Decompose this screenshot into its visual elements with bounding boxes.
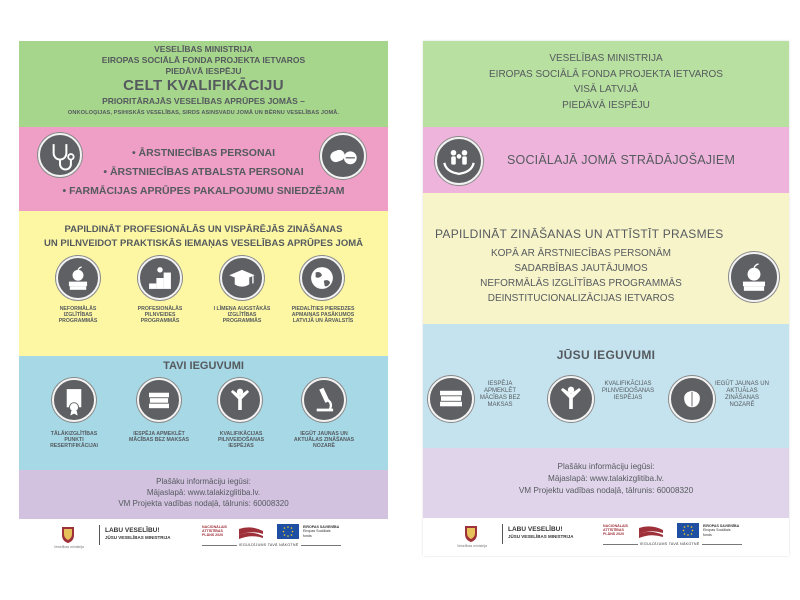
graduation-cap-icon [220, 256, 264, 300]
benefit-item-4: IEGŪT JAUNAS UN AKTUĀLAS ZINĀŠANAS NOZARĒ [293, 431, 355, 449]
training-band [19, 211, 388, 356]
offers-line: PIEDĀVĀ IESPĒJU [165, 66, 242, 76]
brain-icon [669, 376, 715, 422]
eu-line-3: fonds [303, 533, 312, 538]
benefit-item-2: IESPĒJA APMEKLĒT MĀCĪBAS BEZ MAKSAS [129, 431, 189, 443]
certificate-icon [52, 378, 96, 422]
achiever-icon-2 [548, 376, 594, 422]
info-band-2 [423, 448, 789, 518]
career-steps-icon [138, 256, 182, 300]
eu-line-2: Eiropas Sociālais [303, 529, 331, 534]
social-text: SOCIĀLAJĀ JOMĀ STRĀDĀJOŠAJIEM [507, 153, 736, 167]
divider-2 [502, 524, 503, 544]
training-heading-1: PAPILDINĀT PROFESIONĀLĀS UN VISPĀRĒJĀS ZINĀŠANAS [64, 224, 343, 235]
nap2-line-3: PLĀNS 2020 [603, 532, 625, 537]
slogan-2: LABU VESELĪBU! [508, 526, 563, 533]
family-hands-icon [435, 137, 483, 185]
benefit2-item-3: IEGŪT JAUNAS UN AKTUĀLAS ZINĀŠANAS NOZARĒ [715, 381, 769, 408]
apple-books-icon [56, 256, 100, 300]
nap2-line-2: ATTĪSTĪBAS [603, 528, 624, 533]
info-label-2: Plašāku informāciju iegūsi: [557, 462, 655, 471]
coat-of-arms-icon [60, 525, 76, 543]
tagline-2: IEGULDĪJUMS TAVĀ NĀKOTNĒ [640, 542, 700, 546]
benefit-item-1: TĀLĀKIZGLĪTĪBAS PUNKTI RESERTIFIKĀCIJAI [50, 431, 98, 449]
phone-text-2: VM Projektu vadības nodaļā, tālrunis: 60008320 [518, 486, 694, 495]
skills-line-2: SADARBĪBAS JAUTĀJUMOS [514, 263, 648, 274]
eu-line-1: EIROPAS SAVIENĪBA [303, 525, 340, 529]
skills-line-1: KOPĀ AR ĀRSTNIECĪBAS PERSONĀM [490, 248, 672, 259]
latvia-line: VISĀ LATVIJĀ [573, 84, 639, 95]
esf-line: EIROPAS SOCIĀLĀ FONDA PROJEKTA IETVAROS [101, 55, 306, 65]
skills-line-4: DEINSTITUCIONALIZĀCIJAS IETVAROS [487, 293, 675, 304]
skills-heading: PAPILDINĀT ZINĀŠANAS UN ATTĪSTĪT PRASMES [435, 227, 724, 241]
latvia-ribbon-icon [239, 526, 263, 538]
target-band [19, 127, 388, 211]
target-item-2: • ĀRSTNIECĪBAS ATBALSTA PERSONAI [103, 166, 304, 178]
tagline-rule-right [301, 545, 341, 546]
header-band [19, 41, 388, 127]
nap2-line-1: NACIONĀLAIS [603, 524, 628, 528]
poster-right [423, 41, 789, 556]
website-text: Mājaslapā: www.talakizglitiba.lv. [146, 488, 261, 497]
nap-line-2: ATTĪSTĪBAS [202, 529, 223, 534]
ministry-line-2: VESELĪBAS MINISTRIJA [549, 53, 663, 64]
eu-text [303, 525, 339, 538]
slogan: LABU VESELĪBU! [105, 527, 160, 534]
microscope-icon [302, 378, 346, 422]
apple-books-icon-2 [729, 252, 779, 302]
nap-text [202, 525, 227, 538]
tagline: IEGULDĪJUMS TAVĀ NĀKOTNĒ [239, 543, 299, 547]
benefits-band-2 [423, 324, 789, 448]
footer-logos [19, 519, 388, 557]
training-heading-2: UN PILNVEIDOT PRAKTISKĀS IEMAŅAS VESELĪBAS APRŪPES JOMĀ [44, 238, 363, 249]
footer-logos-2 [423, 518, 789, 556]
globe-icon [300, 256, 344, 300]
achiever-icon [218, 378, 262, 422]
nap-line-1: NACIONĀLAIS [202, 525, 227, 529]
divider [99, 525, 100, 545]
slogan-sub-2: JŪSU VESELĪBAS MINISTRIJA [508, 534, 574, 539]
page-title: CELT KVALIFIKĀCIJU [123, 77, 284, 94]
training-item-2: PROFESIONĀLĀS PILNVEIDES PROGRAMMĀS [137, 306, 183, 324]
eu2-line-1: EIROPAS SAVIENĪBA [703, 524, 740, 528]
target-item-3: • FARMĀCIJAS APRŪPES PAKALPOJUMU SNIEDZĒJAM [62, 185, 345, 197]
ministry-caption: Veselības ministrija [54, 545, 84, 549]
slogan-sub: JŪSU VESELĪBAS MINISTRIJA [105, 535, 171, 540]
skills-band [423, 193, 789, 324]
training-item-4: PIEDALĪTIES PIEREDZES APMAIŅAS PASĀKUMOS LATVIJĀ UN ĀRVALSTĪS [291, 306, 355, 324]
phone-text: VM Projekta vadības nodaļā, tālrunis: 60008320 [118, 499, 289, 508]
fields-note: ONKOLOĢIJAS, PSIHISKĀS VESELĪBAS, SIRDS ASINSVADU JOMĀ UN BĒRNU VESELĪBAS JOMĀ. [67, 110, 340, 116]
nap-text-2 [603, 524, 628, 537]
social-band [423, 127, 789, 193]
tagline-rule-left-2 [603, 544, 638, 545]
benefit2-item-1: IESPĒJA APMEKLĒT MĀCĪBAS BEZ MAKSAS [479, 381, 521, 408]
target-item-1: • ĀRSTNIECĪBAS PERSONAI [131, 147, 276, 159]
coat-of-arms-icon-2 [463, 524, 479, 542]
skills-line-3: NEFORMĀLĀS IZGLĪTĪBAS PROGRAMMĀS [480, 278, 682, 289]
ministry-line: VESELĪBAS MINISTRIJA [154, 44, 253, 54]
eu2-line-3: fonds [703, 532, 712, 537]
tagline-rule-left [202, 545, 237, 546]
ministry-caption-2: Veselības ministrija [457, 544, 487, 548]
benefits-band [19, 356, 388, 470]
tagline-rule-right-2 [702, 544, 742, 545]
header-band-2 [423, 41, 789, 127]
books-icon-2 [428, 376, 474, 422]
info-band [19, 470, 388, 519]
eu2-line-2: Eiropas Sociālais [703, 528, 731, 533]
benefit-item-3: KVALIFIKĀCIJAS PILNVEIDOŠANAS IESPĒJAS [217, 431, 265, 449]
poster-left [19, 41, 388, 557]
eu-text-2 [703, 524, 739, 537]
offers-line-2: PIEDĀVĀ IESPĒJU [562, 100, 650, 111]
nap-line-3: PLĀNS 2020 [202, 533, 224, 538]
benefit2-item-2: KVALIFIKĀCIJAS PILNVEIDOŠANAS IESPĒJAS [601, 381, 655, 401]
info-label: Plašāku informāciju iegūsi: [156, 477, 251, 486]
eu-flag-icon [277, 524, 299, 539]
eu-flag-icon-2 [677, 523, 699, 538]
website-text-2: Mājaslapā: www.talakizglitiba.lv. [548, 474, 664, 483]
training-item-3: I LĪMEŅA AUGSTĀKĀS IZGLĪTĪBAS PROGRAMMĀS [213, 306, 271, 324]
benefits-heading-2: JŪSU IEGUVUMI [556, 348, 656, 362]
latvia-ribbon-icon-2 [639, 525, 663, 537]
training-item-1: NEFORMĀLĀS IZGLĪTĪBAS PROGRAMMĀS [58, 306, 98, 324]
books-icon [137, 378, 181, 422]
subtitle: PRIORITĀRAJĀS VESELĪBAS APRŪPES JOMĀS – [102, 96, 305, 106]
benefits-heading: TAVI IEGUVUMI [163, 360, 244, 372]
esf-line-2: EIROPAS SOCIĀLĀ FONDA PROJEKTA IETVAROS [489, 69, 723, 80]
